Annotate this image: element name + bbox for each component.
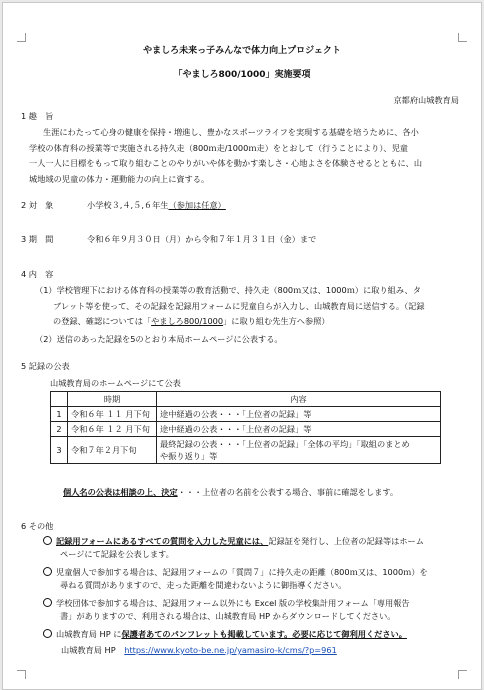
homepage-label: 山城教育局 HP [61,645,116,655]
section-2-body [87,200,226,211]
document-page [2,2,482,690]
list-item: 山城教育局 HP に保護者あてのパンフレットも掲載しています。必要に応じて御利用ください。 [43,627,428,643]
circle-bullet-icon [43,536,52,545]
section-3-heading: 3 期 間 [21,234,54,244]
section-6-body [43,534,428,643]
body-line: （1）学校管理下における体育科の授業等の教育活動で、持久走（800ｍ又は、1000ｍ）に取り組み、タ [35,285,421,295]
body-line: 一人一人に目標をもって取り組むことのやりがいや体を動かす楽しさ・心地よさを体験させるとともに、山 [29,158,423,168]
table-header-row [51,392,441,407]
body-line: 城地域の児童の体力・運動能力の向上に資する。 [29,173,210,184]
section-1-body [29,125,423,187]
table-header-cell [51,392,68,407]
schedule-table [50,391,441,464]
list-item-cont: ページにて記録を公表します。 [60,548,174,559]
row-period: 令和７年２月下旬 [68,437,157,464]
row-content: 最終記録の公表・・・「上位者の記録」「全体の平均」「取組のまとめ や振り返り」等 [157,437,441,464]
document-title: やましろ未来っ子みんなで体力向上プロジェクト [143,46,341,56]
row-content: 途中経過の公表・・・「上位者の記録」等 [157,407,441,422]
list-item: 学校団体で参加する場合は、記録用フォーム以外にも Excel 版の学校集計用フォーム「専用報告 [43,596,428,612]
crop-mark [458,670,467,679]
body-line: ブレット等を使って、その記録を記録用フォームに児童自らが入力し、山城教育局に送信する。（記録 [53,300,425,311]
row-number: 3 [51,437,68,464]
target-text: 小学校３,４,５,６年生 [87,200,169,210]
list-item: 記録用フォームにあるすべての質問を入力した児童には、記録証を発行し、上位者の記録等はホーム [43,534,428,550]
body-line: 生涯にわたって心身の健康を保持・増進し、豊かなスポーツライフを実現する基礎を培うために、各小 [43,127,419,137]
participation-note: （参加は任意） [168,200,226,210]
section-4-heading: 4 内 容 [21,269,54,279]
homepage-link[interactable]: https://www.kyoto-be.ne.jp/yamasiro-k/cms/?p=961 [124,645,337,655]
section-5-heading: 5 記録の公表 [21,361,70,371]
table-header-cell: 時期 [68,392,157,407]
row-period: 令和６年 １１ 月下旬 [68,407,157,422]
crop-mark [17,670,26,679]
circle-bullet-icon [43,567,52,576]
section-1-heading: 1 趣 旨 [21,111,54,121]
teacher-guide-link[interactable]: やましろ800/1000 [151,316,224,326]
issuer: 京都府山城教育局 [393,95,459,105]
body-line: （2）送信のあった記録を5のとおり本局ホームページに公表する。 [35,333,283,344]
publish-note: 個人名の公表は相談の上、決定・・・上位者の名前を公表する場合、事前に確認をします。 [63,487,399,497]
document-subtitle: 「やましろ800/1000」実施要項 [173,70,311,80]
circle-bullet-icon [43,629,52,638]
row-number: 1 [51,407,68,422]
list-item-cont: 尋ねる質問がありますので、走った距離を間違わないように御指導ください。 [60,579,347,590]
body-line: の登録、確認については「やましろ800/1000」に取り組む先生方へ参照） [53,316,330,326]
publish-intro: 山城教育局のホームページにて公表 [50,378,181,388]
section-2-heading: 2 対 象 [21,200,54,210]
section-4-body [35,283,425,347]
table-header-cell: 内容 [157,392,441,407]
row-content: 途中経過の公表・・・「上位者の記録」等 [157,422,441,437]
row-period: 令和６年 １２ 月下旬 [68,422,157,437]
list-item-cont: 書」がありますので、利用される場合は、山城教育局 HP からダウンロードしてください。 [60,610,396,621]
circle-bullet-icon [43,598,52,607]
crop-mark [17,33,26,42]
body-line: 学校の体育科の授業等で実施される持久走（800ｍ走/1000ｍ走）をとおして（行うことにより）、児童 [29,142,408,153]
list-item: 児童個人で参加する場合は、記録用フォームの「質問７」に持久走の距離（800ｍ又は、1000ｍ）を [43,565,428,581]
period-text: 令和６年９月３０日（月）から令和７年１月３１日（金）まで [87,234,317,244]
name-publication-note: 個人名の公表は相談の上、決定 [63,487,178,497]
homepage-line [61,645,337,656]
table-row [51,407,441,422]
table-row [51,437,441,464]
table-row [51,422,441,437]
row-number: 2 [51,422,68,437]
crop-mark [458,33,467,42]
section-6-heading: 6 その他 [21,521,54,531]
